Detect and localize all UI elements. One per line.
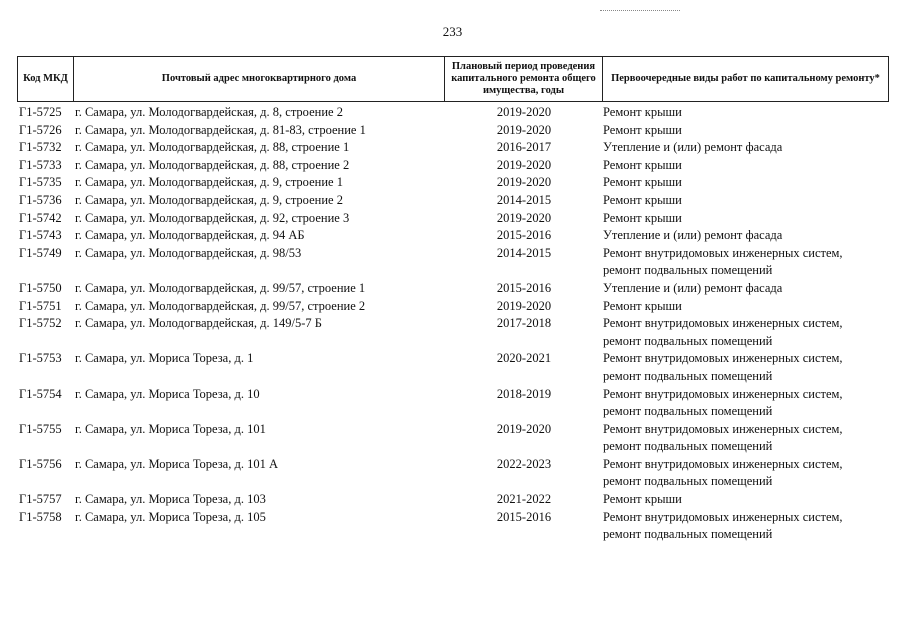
row-period: 2016-2017 — [496, 140, 552, 155]
row-address: г. Самара, ул. Мориса Тореза, д. 103 — [75, 492, 266, 507]
row-address: г. Самара, ул. Мориса Тореза, д. 105 — [75, 509, 266, 524]
row-code: Г1-5726 — [19, 122, 62, 137]
table-row — [17, 104, 897, 122]
row-period: 2019-2020 — [496, 122, 552, 137]
table-row — [17, 174, 897, 192]
row-works-line: Ремонт крыши — [603, 210, 682, 225]
row-period: 2018-2019 — [496, 386, 552, 401]
row-works-line: Ремонт внутридомовых инженерных систем, — [603, 316, 843, 331]
row-period: 2020-2021 — [496, 351, 552, 366]
row-period: 2015-2016 — [496, 228, 552, 243]
row-code: Г1-5735 — [19, 175, 62, 190]
row-works-line: Ремонт внутридомовых инженерных систем, — [603, 245, 843, 260]
row-works-line: Ремонт внутридомовых инженерных систем, — [603, 456, 843, 471]
row-code: Г1-5754 — [19, 386, 62, 401]
row-works — [603, 139, 893, 157]
row-works — [603, 210, 893, 228]
row-period: 2022-2023 — [496, 456, 552, 471]
row-address: г. Самара, ул. Молодогвардейская, д. 98/53 — [75, 245, 302, 260]
row-period: 2015-2016 — [496, 509, 552, 524]
row-address: г. Самара, ул. Молодогвардейская, д. 88, строение 2 — [75, 157, 350, 172]
row-period: 2014-2015 — [496, 245, 552, 260]
row-works — [603, 491, 893, 509]
row-period: 2021-2022 — [496, 492, 552, 507]
row-period: 2017-2018 — [496, 316, 552, 331]
row-works — [603, 350, 893, 385]
row-works — [603, 245, 893, 280]
row-works-line: Ремонт крыши — [603, 157, 682, 172]
row-works-line: Утепление и (или) ремонт фасада — [603, 140, 783, 155]
row-works-line: Ремонт крыши — [603, 175, 682, 190]
row-code: Г1-5757 — [19, 492, 62, 507]
table-row — [17, 315, 897, 350]
table-row — [17, 227, 897, 245]
row-code: Г1-5752 — [19, 316, 62, 331]
row-code: Г1-5736 — [19, 192, 62, 207]
row-address: г. Самара, ул. Молодогвардейская, д. 81-83, строение 1 — [75, 122, 366, 137]
row-works — [603, 509, 893, 544]
header-address: Почтовый адрес многоквартирного дома — [74, 57, 445, 101]
table-row — [17, 491, 897, 509]
row-address: г. Самара, ул. Молодогвардейская, д. 8, строение 2 — [75, 105, 343, 119]
row-works — [603, 227, 893, 245]
row-works-line: Ремонт крыши — [603, 122, 682, 137]
table-header — [17, 56, 889, 102]
row-address: г. Самара, ул. Мориса Тореза, д. 10 — [75, 386, 260, 401]
header-works: Первоочередные виды работ по капитальному ремонту* — [603, 57, 889, 101]
row-address: г. Самара, ул. Молодогвардейская, д. 94 АБ — [75, 228, 305, 243]
row-address: г. Самара, ул. Молодогвардейская, д. 99/57, строение 1 — [75, 280, 366, 295]
row-works-line: Ремонт крыши — [603, 192, 682, 207]
table-row — [17, 192, 897, 210]
header-period: Плановый период проведения капитального ремонта общего имущества, годы — [445, 57, 603, 101]
row-address: г. Самара, ул. Мориса Тореза, д. 101 — [75, 421, 266, 436]
row-period: 2015-2016 — [496, 280, 552, 295]
row-address: г. Самара, ул. Молодогвардейская, д. 99/57, строение 2 — [75, 298, 366, 313]
row-address: г. Самара, ул. Молодогвардейская, д. 9, строение 2 — [75, 192, 343, 207]
row-code: Г1-5751 — [19, 298, 62, 313]
row-works — [603, 386, 893, 421]
row-code: Г1-5732 — [19, 140, 62, 155]
row-works — [603, 315, 893, 350]
row-works-line: ремонт подвальных помещений — [603, 474, 773, 489]
row-period: 2019-2020 — [496, 210, 552, 225]
table-row — [17, 157, 897, 175]
row-works-line: Утепление и (или) ремонт фасада — [603, 228, 783, 243]
row-works-line: Ремонт внутридомовых инженерных систем, — [603, 509, 843, 524]
page-number: 233 — [442, 24, 463, 39]
row-works-line: ремонт подвальных помещений — [603, 439, 773, 454]
row-address: г. Самара, ул. Молодогвардейская, д. 9, строение 1 — [75, 175, 343, 190]
table-row — [17, 245, 897, 280]
row-code: Г1-5758 — [19, 509, 62, 524]
row-works — [603, 421, 893, 456]
row-period: 2019-2020 — [496, 105, 552, 119]
row-works — [603, 298, 893, 316]
row-code: Г1-5749 — [19, 245, 62, 260]
row-address: г. Самара, ул. Молодогвардейская, д. 92, строение 3 — [75, 210, 350, 225]
table-row — [17, 210, 897, 228]
row-works-line: Ремонт внутридомовых инженерных систем, — [603, 386, 843, 401]
row-address: г. Самара, ул. Молодогвардейская, д. 149/5-7 Б — [75, 316, 322, 331]
table-row — [17, 350, 897, 385]
row-works — [603, 192, 893, 210]
row-period: 2019-2020 — [496, 421, 552, 436]
row-works-line: Утепление и (или) ремонт фасада — [603, 280, 783, 295]
row-period: 2019-2020 — [496, 157, 552, 172]
row-works — [603, 104, 893, 122]
row-works-line: Ремонт крыши — [603, 492, 682, 507]
table-row — [17, 122, 897, 140]
row-works-line: Ремонт крыши — [603, 105, 682, 119]
row-code: Г1-5750 — [19, 280, 62, 295]
row-works-line: ремонт подвальных помещений — [603, 263, 773, 278]
row-works — [603, 280, 893, 298]
row-works — [603, 157, 893, 175]
table-body — [17, 104, 897, 544]
row-works — [603, 174, 893, 192]
table-row — [17, 386, 897, 421]
row-code: Г1-5755 — [19, 421, 62, 436]
table-row — [17, 298, 897, 316]
row-code: Г1-5725 — [19, 105, 62, 119]
table-row — [17, 456, 897, 491]
table-row — [17, 421, 897, 456]
row-works-line: Ремонт внутридомовых инженерных систем, — [603, 421, 843, 436]
row-works-line: Ремонт внутридомовых инженерных систем, — [603, 351, 843, 366]
row-works-line: ремонт подвальных помещений — [603, 368, 773, 383]
row-period: 2014-2015 — [496, 192, 552, 207]
table-row — [17, 280, 897, 298]
row-works-line: ремонт подвальных помещений — [603, 333, 773, 348]
row-works — [603, 456, 893, 491]
row-code: Г1-5742 — [19, 210, 62, 225]
row-period: 2019-2020 — [496, 175, 552, 190]
row-code: Г1-5756 — [19, 456, 62, 471]
row-address: г. Самара, ул. Мориса Тореза, д. 101 А — [75, 456, 278, 471]
row-code: Г1-5743 — [19, 228, 62, 243]
row-works-line: ремонт подвальных помещений — [603, 404, 773, 418]
table-row — [17, 509, 897, 544]
row-works-line: ремонт подвальных помещений — [603, 527, 773, 542]
row-address: г. Самара, ул. Молодогвардейская, д. 88, строение 1 — [75, 140, 350, 155]
table-row — [17, 139, 897, 157]
scan-artifact-line — [600, 10, 680, 11]
row-works-line: Ремонт крыши — [603, 298, 682, 313]
row-period: 2019-2020 — [496, 298, 552, 313]
row-works — [603, 122, 893, 140]
header-code: Код МКД — [17, 57, 74, 101]
row-code: Г1-5733 — [19, 157, 62, 172]
row-address: г. Самара, ул. Мориса Тореза, д. 1 — [75, 351, 254, 366]
row-code: Г1-5753 — [19, 351, 62, 366]
